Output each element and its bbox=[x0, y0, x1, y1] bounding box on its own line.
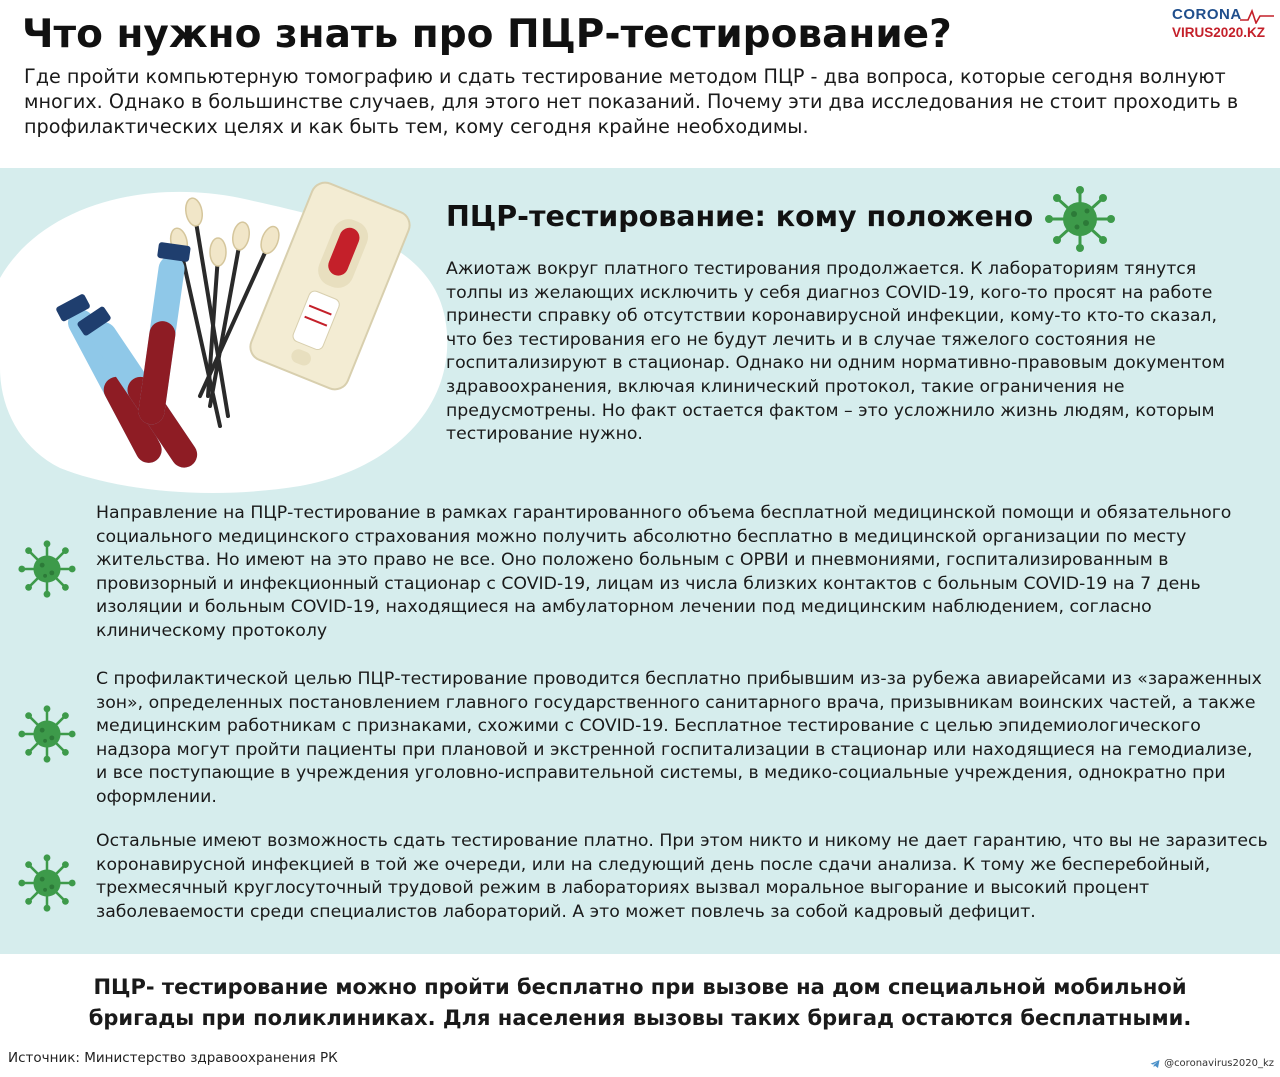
section-paragraph-4: Остальные имеют возможность сдать тестирование платно. При этом никто и никому не дает гарантию, что вы не заразитесь коронавирусной инфекцией в той же очереди, или на следующий день после сдачи анализа. К тому же бесперебойный, трехмесячный круглосуточный трудовой режим в лабораториях вызвал моральное выгорание и высокий процент заболеваемости среди специалистов лабораторий. А это может повлечь за собой кадровый дефицит. bbox=[96, 831, 1268, 922]
virus-icon bbox=[16, 538, 78, 600]
virus-icon bbox=[1040, 186, 1120, 252]
telegram-icon bbox=[1150, 1059, 1160, 1069]
heartbeat-icon bbox=[1240, 8, 1274, 24]
section-paragraph-3: С профилактической целью ПЦР-тестирование проводится бесплатно прибывшим из-за рубежа авиарейсами из «зараженных зон», определенных постановлением главного государственного санитарного врача, призывникам воинских частей, а также медицинским работникам с признаками, схожими с COVID-19. Бесплатное тестирование с целью эпидемиологического надзора могут пройти пациенты при плановой и экстренной госпитализации в стационар или находящиеся на гемодиализе, и все поступающие в учреждения уголовно-исправительной системы, в медико-социальные учреждения, однократно при оформлении. bbox=[96, 669, 1262, 807]
virus-icon bbox=[16, 852, 78, 914]
test-tubes-illustration bbox=[55, 242, 204, 474]
social-handle-text: @coronavirus2020_kz bbox=[1164, 1058, 1274, 1069]
section-paragraph-1: Ажиотаж вокруг платного тестирования продолжается. К лабораториям тянутся толпы из желающих исключить у себя диагноз COVID-19, кого-то просят на работе принести справку об отсутствии коронавирусной инфекции, кому-то кто-то сказал, что без тестирования его не будут лечить и в случае тяжелого состояния не госпитализируют в стационар. Однако ни одним нормативно-правовым документом здравоохранения, включая клинический протокол, такие ограничения не предусмотрены. Но факт остается фактом – это усложнило жизнь людям, которым тестирование нужно. bbox=[446, 259, 1225, 445]
coronavirus2020-logo[interactable] bbox=[1170, 6, 1276, 46]
lead-paragraph: Где пройти компьютерную томографию и сдать тестирование методом ПЦР - два вопроса, которые сегодня волнуют многих. Однако в большинстве случаев, для этого нет показаний. Почему эти два исследования не стоит проходить в профилактических целях и как быть тем, кому сегодня крайне необходимы. bbox=[24, 65, 1239, 138]
section-paragraph-2: Направление на ПЦР-тестирование в рамках гарантированного объема бесплатной медицинской помощи и обязательного социального медицинского страхования можно получить абсолютно бесплатно в медицинской организации по месту жительства. Но имеют на это право не все. Оно положено больным с ОРВИ и пневмониями, госпитализированным в провизорный и инфекционный стационар с COVID-19, лицам из числа близких контактов с больным COVID-19 на 7 день изоляции и больным COVID-19, находящиеся на амбулаторном лечении под медицинским наблюдением, согласно клиническому протоколу bbox=[96, 503, 1232, 641]
source-note: Источник: Министерство здравоохранения РК bbox=[8, 1050, 338, 1066]
page-title: Что нужно знать про ПЦР-тестирование? bbox=[22, 12, 952, 57]
logo-line2: VIRUS2020.KZ bbox=[1172, 25, 1266, 40]
conclusion-text: ПЦР- тестирование можно пройти бесплатно при вызове на дом специальной мобильной бригады при поликлиниках. Для населения вызовы таких бригад остаются бесплатными. bbox=[88, 975, 1192, 1030]
social-handle[interactable] bbox=[1150, 1058, 1274, 1069]
rapid-test-illustration bbox=[246, 178, 414, 393]
logo-line1: CORONA bbox=[1172, 6, 1242, 23]
section-title: ПЦР-тестирование: кому положено bbox=[446, 200, 1034, 233]
virus-icon bbox=[16, 703, 78, 765]
pcr-illustration bbox=[40, 176, 440, 486]
